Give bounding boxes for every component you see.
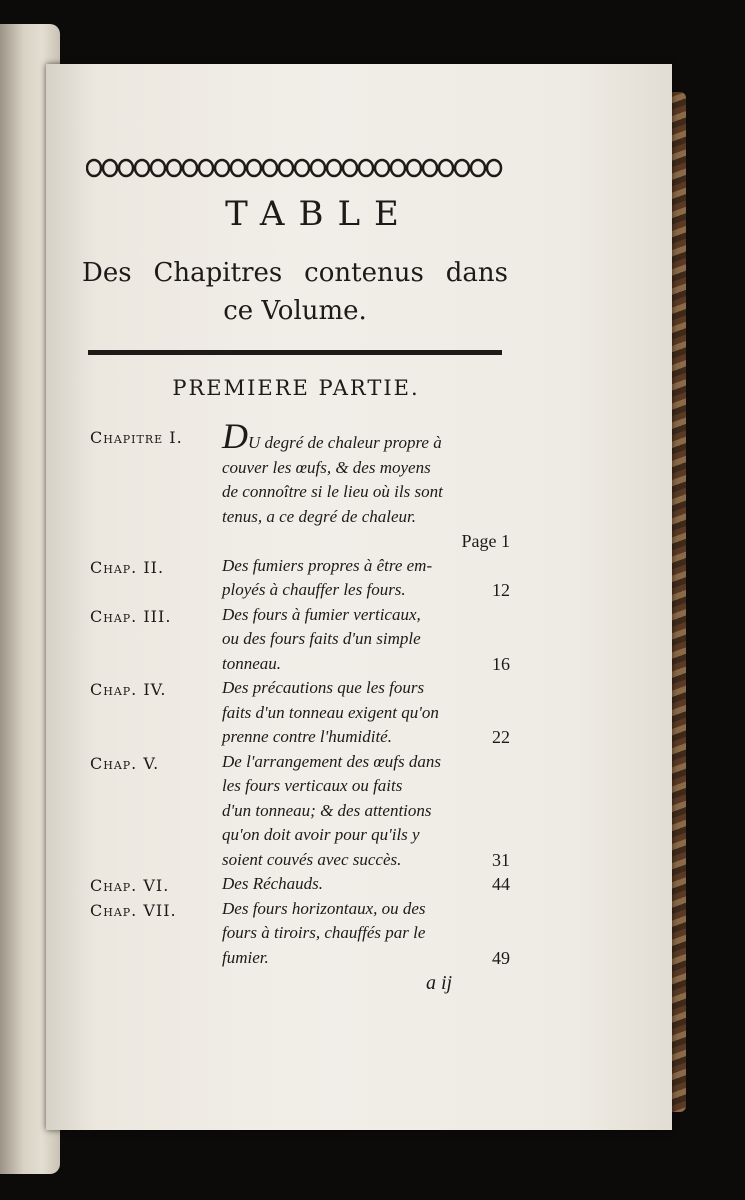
subtitle-line-2: ce Volume. [223, 296, 367, 326]
line-text: soient couvés avec succès. [222, 849, 402, 869]
chapter-title-line [222, 554, 510, 579]
chapter-title-line [222, 946, 510, 971]
ornament-link [471, 160, 485, 176]
line-text: couver les œufs, & des moyens [222, 457, 431, 477]
ornament-link [455, 160, 469, 176]
ornament-link [119, 160, 133, 176]
page-number: 44 [492, 874, 510, 894]
chapter-title-line [222, 456, 510, 481]
chapter-label: Chap. VII. [90, 900, 177, 920]
line-text: U degré de chaleur propre à [248, 433, 442, 452]
page-subtitle [82, 254, 508, 330]
chapter-title-line [222, 774, 510, 799]
line-text: les fours verticaux ou faits [222, 776, 403, 795]
chapter-title-line [222, 872, 510, 897]
line-text: de connoître si le lieu où ils sont [222, 482, 443, 501]
part-heading: PREMIERE PARTIE. [172, 376, 420, 400]
toc-entry [90, 750, 510, 873]
line-text: fours à tiroirs, chauffés par le [222, 923, 426, 942]
chapter-label: Chap. II. [90, 557, 165, 577]
toc-entry [90, 872, 510, 897]
line-text: Des Réchauds. [222, 874, 324, 893]
chapter-title-line [222, 480, 510, 505]
chapter-label: Chap. V. [90, 753, 160, 773]
chapter-title-line [222, 578, 510, 603]
toc-entries [90, 416, 510, 970]
ornament-link [263, 160, 277, 176]
page-number: 49 [492, 947, 510, 968]
line-text: ou des fours faits d'un simple [222, 629, 421, 648]
ornament-link [215, 160, 229, 176]
chapter-title-line [222, 603, 510, 628]
ornament-link [439, 160, 453, 176]
line-text: faits d'un tonneau exigent qu'on [222, 702, 439, 722]
line-text: tenus, a ce degré de chaleur. [222, 506, 417, 526]
ornament-link [231, 160, 245, 176]
chapter-title-line [222, 848, 510, 873]
ornament-border [86, 156, 504, 180]
toc-entry [90, 603, 510, 677]
ornament-link [279, 160, 293, 176]
page-number: 31 [492, 849, 510, 870]
ornament-link [135, 160, 149, 176]
book-page [46, 64, 672, 1130]
subtitle-line-1: Des Chapitres contenus dans [82, 258, 508, 288]
ornament-link [87, 160, 101, 176]
ornament-link [343, 160, 357, 176]
chapter-title-line [222, 701, 510, 726]
chapter-title [222, 750, 510, 873]
line-text: d'un tonneau; & des attentions [222, 800, 432, 820]
chapter-title-line [222, 505, 510, 530]
line-text: fumier. [222, 947, 269, 967]
ornament-link [199, 160, 213, 176]
ornament-link [327, 160, 341, 176]
ornament-link [295, 160, 309, 176]
line-text: De l'arrangement des œufs dans [222, 751, 441, 771]
chapter-title-line [222, 676, 510, 701]
ornament-link [151, 160, 165, 176]
toc-entry [90, 676, 510, 750]
ornament-link [311, 160, 325, 176]
line-text: Des fours à fumier verticaux, [222, 604, 421, 624]
toc-entry [90, 554, 510, 603]
chapter-label: Chap. IV. [90, 680, 167, 699]
toc-entry [90, 897, 510, 971]
drop-cap: D [222, 416, 248, 456]
chapter-title [222, 603, 510, 677]
ornament-link [391, 160, 405, 176]
page-number: 22 [492, 727, 510, 747]
chapter-title-line [222, 627, 510, 652]
signature-mark: a ij [426, 972, 453, 994]
chapter-label: Chapitre I. [90, 428, 183, 447]
line-text: Des fumiers propres à être em- [222, 555, 433, 575]
chapter-title-line [222, 823, 510, 848]
ornament-link [103, 160, 117, 176]
line-text: Des fours horizontaux, ou des [222, 898, 426, 918]
ornament-link [407, 160, 421, 176]
ornament-link [375, 160, 389, 176]
line-text: tonneau. [222, 653, 282, 673]
chapter-title-line [222, 725, 510, 750]
chapter-title-line [222, 416, 510, 456]
line-text: ployés à chauffer les fours. [222, 580, 406, 599]
line-text: prenne contre l'humidité. [222, 727, 392, 746]
line-text: Des précautions que les fours [222, 678, 425, 697]
chapter-title-line [222, 750, 510, 775]
line-text: qu'on doit avoir pour qu'ils y [222, 825, 420, 844]
horizontal-rule [88, 350, 502, 355]
ornament-link [359, 160, 373, 176]
chapter-title-line [222, 799, 510, 824]
ornament-link [423, 160, 437, 176]
chapter-title [222, 676, 510, 750]
chapter-title-line [222, 897, 510, 922]
chapter-label: Chap. VI. [90, 876, 170, 895]
ornament-link [487, 160, 501, 176]
page-number: Page 1 [461, 531, 510, 551]
chapter-title-line [222, 652, 510, 677]
chapter-title [222, 897, 510, 971]
chapter-title [222, 554, 510, 603]
chapter-title [222, 872, 510, 897]
chapter-label: Chap. III. [90, 606, 172, 626]
ornament-link [247, 160, 261, 176]
chapter-title [222, 416, 510, 554]
page-number: 16 [492, 653, 510, 674]
ornament-link [183, 160, 197, 176]
page-number: 12 [492, 580, 510, 600]
page-title: TABLE [225, 194, 413, 234]
toc-entry [90, 416, 510, 554]
ornament-link [167, 160, 181, 176]
chapter-title-line [222, 921, 510, 946]
